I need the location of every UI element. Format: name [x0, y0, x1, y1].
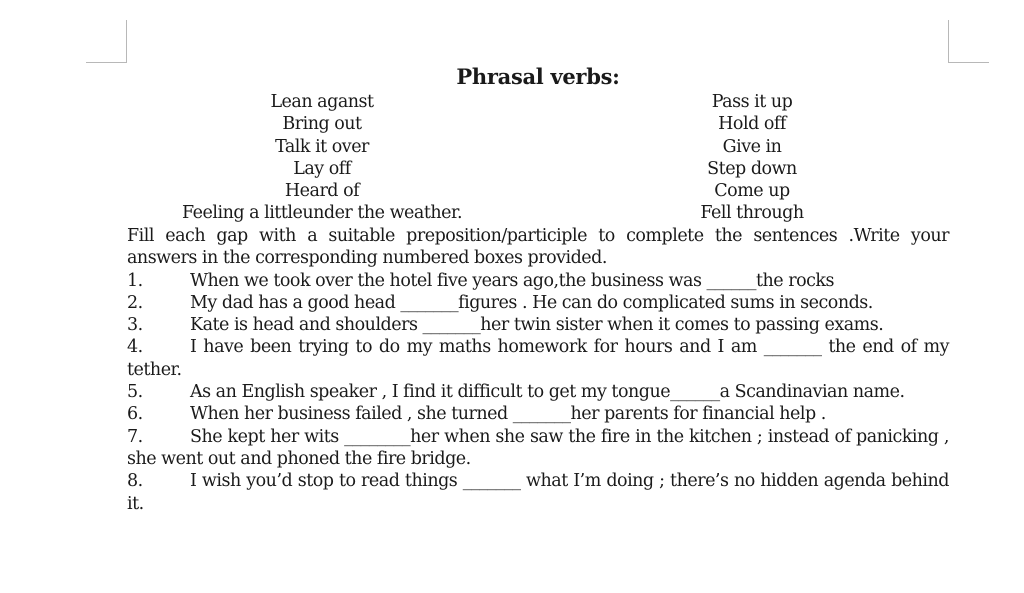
verb-item: Heard of: [284, 181, 360, 202]
question-number: 8.: [127, 471, 143, 492]
verb-item: Fell through: [700, 203, 804, 224]
verb-item: Hold off: [718, 114, 786, 135]
verb-item: Give in: [722, 136, 782, 157]
question-number: 2.: [127, 292, 143, 313]
verb-column-left: [147, 91, 497, 225]
question-text: She kept her wits ________her when she saw the fire in the kitchen ; instead of panicking , she went out and phoned the fire bridge.: [127, 426, 949, 469]
verb-item: Come up: [714, 181, 790, 202]
phrasal-verb-list: [127, 91, 949, 225]
document-title: Phrasal verbs:: [456, 64, 620, 89]
question-text: As an English speaker , I find it difficult to get my tongue______a Scandinavian name.: [190, 382, 905, 403]
question-item: [127, 314, 949, 336]
verb-item: Lay off: [293, 158, 351, 179]
instructions: Fill each gap with a suitable preposition/participle to complete the sentences .Write your answers in the corresponding numbered boxes provided.: [127, 226, 949, 269]
verb-item: Pass it up: [711, 92, 793, 112]
document-page: [127, 62, 949, 515]
question-text: I wish you’d stop to read things _______ what I’m doing ; there’s no hidden agenda behind it.: [127, 471, 949, 514]
question-number: 6.: [127, 404, 143, 425]
question-text: I have been trying to do my maths homework for hours and I am _______ the end of my tether.: [127, 337, 949, 380]
question-text: When we took over the hotel five years ago,the business was ______the rocks: [190, 270, 834, 291]
question-item: [127, 381, 949, 403]
question-item: [127, 336, 949, 381]
question-number: 7.: [127, 426, 143, 447]
question-item: [127, 403, 949, 425]
question-number: 1.: [127, 270, 143, 291]
page-corner-mark-left: [86, 20, 127, 63]
page-corner-mark-right: [948, 20, 989, 63]
question-number: 4.: [127, 337, 143, 358]
question-item: [127, 426, 949, 471]
question-item: [127, 292, 949, 314]
question-text: My dad has a good head _______figures . He can do complicated sums in seconds.: [190, 292, 873, 313]
verb-item: Lean aganst: [270, 92, 374, 112]
question-item: [127, 470, 949, 515]
question-text: Kate is head and shoulders _______her twin sister when it comes to passing exams.: [190, 315, 884, 336]
verb-column-right: [677, 91, 827, 225]
verb-item: Step down: [707, 158, 797, 179]
question-number: 5.: [127, 382, 143, 403]
question-item: [127, 270, 949, 292]
verb-item: Bring out: [282, 114, 362, 135]
verb-item: Feeling a littleunder the weather.: [181, 203, 463, 224]
verb-item: Talk it over: [275, 136, 369, 157]
question-number: 3.: [127, 315, 143, 336]
question-text: When her business failed , she turned _______her parents for financial help .: [190, 404, 826, 425]
